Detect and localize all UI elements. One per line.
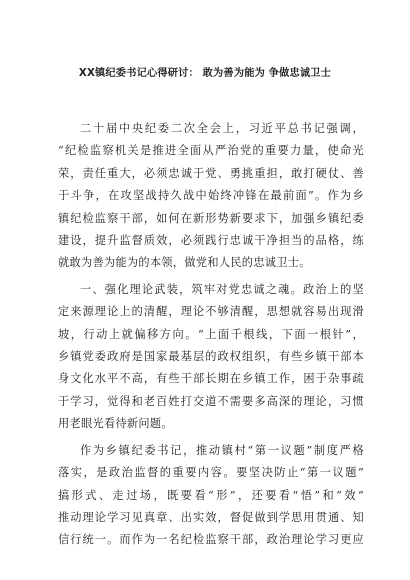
text-line: 一、强化理论武装，筑牢对党忠诚之魂。政治上的坚 <box>80 282 364 296</box>
paragraph <box>58 118 364 275</box>
text-line: 定来源理论上的清醒，理论不够清醒，思想就容易出现滑 <box>58 305 364 319</box>
text-line: 乡镇党委政府是国家最基层的政权组织，有些乡镇干部本 <box>58 350 364 364</box>
text-line: 用老眼光看待新问题。 <box>58 417 173 431</box>
text-line: 二十届中央纪委二次全会上，习近平总书记强调， <box>80 122 364 135</box>
document-title: XX镇纪委书记心得研讨： 敢为善为能为 争做忠诚卫士 <box>78 68 332 79</box>
text-line: 身文化水平不高，有些干部长期在乡镇工作，困于杂事疏 <box>58 372 364 386</box>
paragraph <box>58 440 364 552</box>
text-line: 于斗争，在攻坚战持久战中始终冲锋在最前面”。作为乡 <box>58 189 364 203</box>
text-line: 建设，提升监督质效，必须践行忠诚干净担当的品格，练 <box>58 234 364 248</box>
document-body <box>58 118 364 556</box>
text-line: 于学习，觉得和老百姓打交道不需要多高深的理论，习惯 <box>58 394 364 408</box>
text-line: 推动理论学习见真章、出实效，督促做到学思用贯通、知 <box>58 510 364 524</box>
text-line: 坡，行动上就偏移方向。“上面千根线，下面一根针”， <box>58 327 364 341</box>
paragraph <box>58 279 364 436</box>
text-line: 就敢为善为能为的本领，做党和人民的忠诚卫士。 <box>58 256 311 270</box>
text-line: 落实，是政治监督的重要内容。要坚决防止“第一议题” <box>58 466 364 480</box>
text-line: 搞形式、走过场，既要看“形”，还要看“悟”和“效” <box>58 488 364 502</box>
text-line: 镇纪检监察干部，如何在新形势新要求下，加强乡镇纪委 <box>58 211 364 225</box>
text-line: 作为乡镇纪委书记，推动镇村“第一议题”制度严格 <box>80 443 364 457</box>
text-line: “纪检监察机关是推进全面从严治党的重要力量，使命光 <box>58 144 364 158</box>
text-line: 信行统一。而作为一名纪检监察干部，政治理论学习更应 <box>58 533 364 547</box>
text-line: 荣，责任重大，必须忠诚于党、勇挑重担，敢打硬仗、善 <box>58 166 364 180</box>
